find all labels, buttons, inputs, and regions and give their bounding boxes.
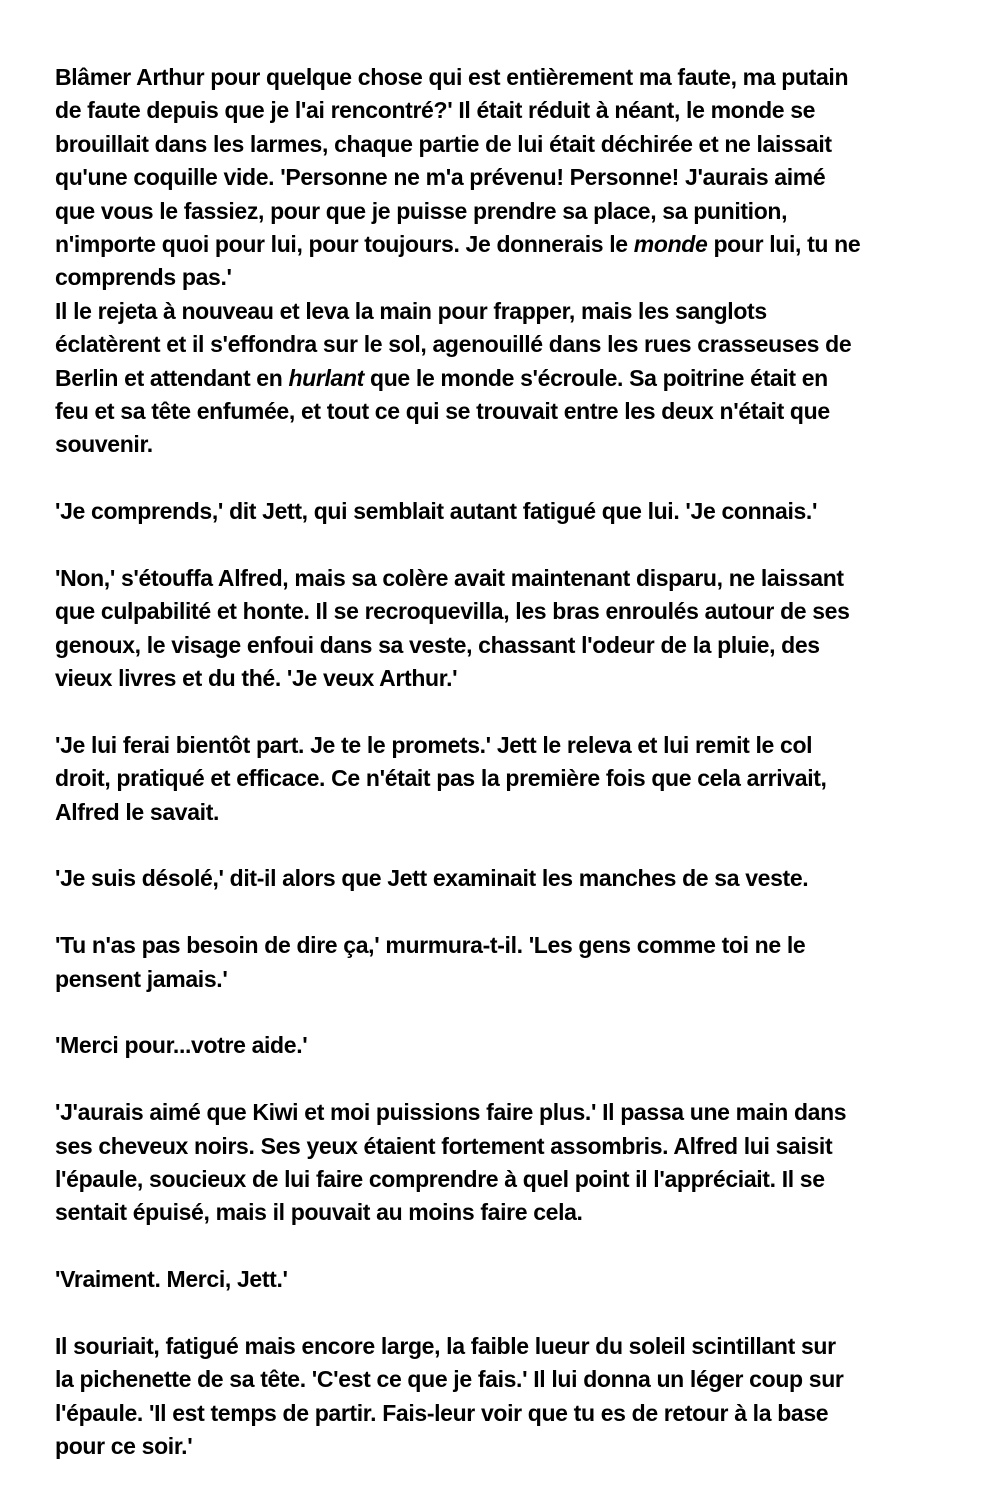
paragraph-gap bbox=[55, 996, 960, 1029]
text-run: comprends pas.' bbox=[55, 264, 232, 291]
italic-text-run: monde bbox=[633, 230, 708, 257]
text-line bbox=[55, 1363, 960, 1396]
text-line bbox=[55, 61, 960, 94]
text-line bbox=[55, 729, 960, 762]
text-run: ses cheveux noirs. Ses yeux étaient fortement assombris. Alfred lui saisit bbox=[55, 1132, 833, 1159]
paragraph bbox=[55, 61, 960, 295]
text-run: Berlin et attendant en bbox=[55, 364, 289, 391]
text-run: qu'une coquille vide. 'Personne ne m'a prévenu! Personne! J'aurais aimé bbox=[55, 164, 826, 191]
text-run: n'importe quoi pour lui, pour toujours. Je donnerais le bbox=[55, 230, 634, 257]
text-run: 'Je comprends,' dit Jett, qui semblait autant fatigué que lui. 'Je connais.' bbox=[55, 498, 818, 525]
text-line bbox=[55, 195, 960, 228]
text-line bbox=[55, 1397, 960, 1430]
paragraph bbox=[55, 295, 960, 462]
paragraph-gap bbox=[55, 896, 960, 929]
paragraph bbox=[55, 929, 960, 996]
text-run: l'épaule, soucieux de lui faire comprendre à quel point il l'appréciait. Il se bbox=[55, 1165, 825, 1192]
paragraph bbox=[55, 1029, 960, 1062]
text-line bbox=[55, 629, 960, 662]
text-line bbox=[55, 94, 960, 127]
text-line bbox=[55, 1130, 960, 1163]
text-line bbox=[55, 1196, 960, 1229]
text-run: éclatèrent et il s'effondra sur le sol, agenouillé dans les rues crasseuses de bbox=[55, 331, 852, 358]
text-run: l'épaule. 'Il est temps de partir. Fais-leur voir que tu es de retour à la base bbox=[55, 1399, 829, 1426]
text-run: feu et sa tête enfumée, et tout ce qui se trouvait entre les deux n'était que bbox=[55, 397, 830, 424]
text-run: Il le rejeta à nouveau et leva la main pour frapper, mais les sanglots bbox=[55, 297, 767, 324]
text-run: 'Vraiment. Merci, Jett.' bbox=[55, 1266, 288, 1293]
text-line bbox=[55, 862, 960, 895]
paragraph bbox=[55, 729, 960, 829]
text-run: pour ce soir.' bbox=[55, 1433, 193, 1460]
text-run: la pichenette de sa tête. 'C'est ce que je fais.' Il lui donna un léger coup sur bbox=[55, 1366, 844, 1393]
paragraph bbox=[55, 495, 960, 528]
text-line bbox=[55, 1163, 960, 1196]
text-line bbox=[55, 261, 960, 294]
text-line bbox=[55, 495, 960, 528]
text-run: Alfred le savait. bbox=[55, 798, 220, 825]
text-run: Blâmer Arthur pour quelque chose qui est entièrement ma faute, ma putain bbox=[55, 64, 849, 90]
text-line bbox=[55, 128, 960, 161]
italic-text-run: hurlant bbox=[288, 364, 364, 391]
text-line bbox=[55, 796, 960, 829]
text-line bbox=[55, 362, 960, 395]
text-run: pensent jamais.' bbox=[55, 965, 228, 992]
text-line bbox=[55, 1330, 960, 1363]
text-run: sentait épuisé, mais il pouvait au moins faire cela. bbox=[55, 1199, 583, 1226]
paragraph bbox=[55, 862, 960, 895]
paragraph bbox=[55, 1096, 960, 1230]
paragraph-gap bbox=[55, 1063, 960, 1096]
paragraph bbox=[55, 562, 960, 696]
text-run: 'Je suis désolé,' dit-il alors que Jett examinait les manches de sa veste. bbox=[55, 865, 809, 892]
text-line bbox=[55, 595, 960, 628]
text-line bbox=[55, 929, 960, 962]
text-run: 'Tu n'as pas besoin de dire ça,' murmura-t-il. 'Les gens comme toi ne le bbox=[55, 932, 806, 959]
paragraph bbox=[55, 1263, 960, 1296]
text-line bbox=[55, 428, 960, 461]
text-run: droit, pratiqué et efficace. Ce n'était pas la première fois que cela arrivait, bbox=[55, 765, 827, 792]
text-run: vieux livres et du thé. 'Je veux Arthur.' bbox=[55, 665, 458, 692]
text-run: que le monde s'écroule. Sa poitrine était en bbox=[363, 364, 828, 391]
text-run: 'Merci pour...votre aide.' bbox=[55, 1032, 308, 1059]
text-line bbox=[55, 562, 960, 595]
text-line bbox=[55, 228, 960, 261]
text-run: pour lui, tu ne bbox=[707, 230, 861, 257]
text-line bbox=[55, 1096, 960, 1129]
paragraph-gap bbox=[55, 462, 960, 495]
text-run: 'J'aurais aimé que Kiwi et moi puissions faire plus.' Il passa une main dans bbox=[55, 1099, 847, 1126]
text-line bbox=[55, 328, 960, 361]
text-line bbox=[55, 161, 960, 194]
text-line bbox=[55, 1263, 960, 1296]
text-run: 'Je lui ferai bientôt part. Je te le promets.' Jett le releva et lui remit le col bbox=[55, 731, 813, 758]
paragraph-gap bbox=[55, 695, 960, 728]
text-line bbox=[55, 1029, 960, 1062]
text-line bbox=[55, 1430, 960, 1463]
text-run: brouillait dans les larmes, chaque partie de lui était déchirée et ne laissait bbox=[55, 130, 832, 157]
paragraph-gap bbox=[55, 1296, 960, 1329]
paragraph bbox=[55, 1330, 960, 1464]
text-run: Il souriait, fatigué mais encore large, la faible lueur du soleil scintillant sur bbox=[55, 1332, 836, 1359]
text-line bbox=[55, 395, 960, 428]
text-run: de faute depuis que je l'ai rencontré?' Il était réduit à néant, le monde se bbox=[55, 97, 816, 124]
paragraph-gap bbox=[55, 829, 960, 862]
paragraph-gap bbox=[55, 528, 960, 561]
paragraph-gap bbox=[55, 1230, 960, 1263]
story-text-body bbox=[55, 61, 960, 1463]
text-line bbox=[55, 295, 960, 328]
text-run: que vous le fassiez, pour que je puisse prendre sa place, sa punition, bbox=[55, 197, 788, 224]
text-line bbox=[55, 762, 960, 795]
text-line bbox=[55, 662, 960, 695]
text-run: que culpabilité et honte. Il se recroquevilla, les bras enroulés autour de ses bbox=[55, 598, 850, 625]
text-line bbox=[55, 963, 960, 996]
text-run: genoux, le visage enfoui dans sa veste, chassant l'odeur de la pluie, des bbox=[55, 631, 820, 658]
text-run: 'Non,' s'étouffa Alfred, mais sa colère avait maintenant disparu, ne laissant bbox=[55, 564, 844, 591]
text-run: souvenir. bbox=[55, 431, 153, 458]
